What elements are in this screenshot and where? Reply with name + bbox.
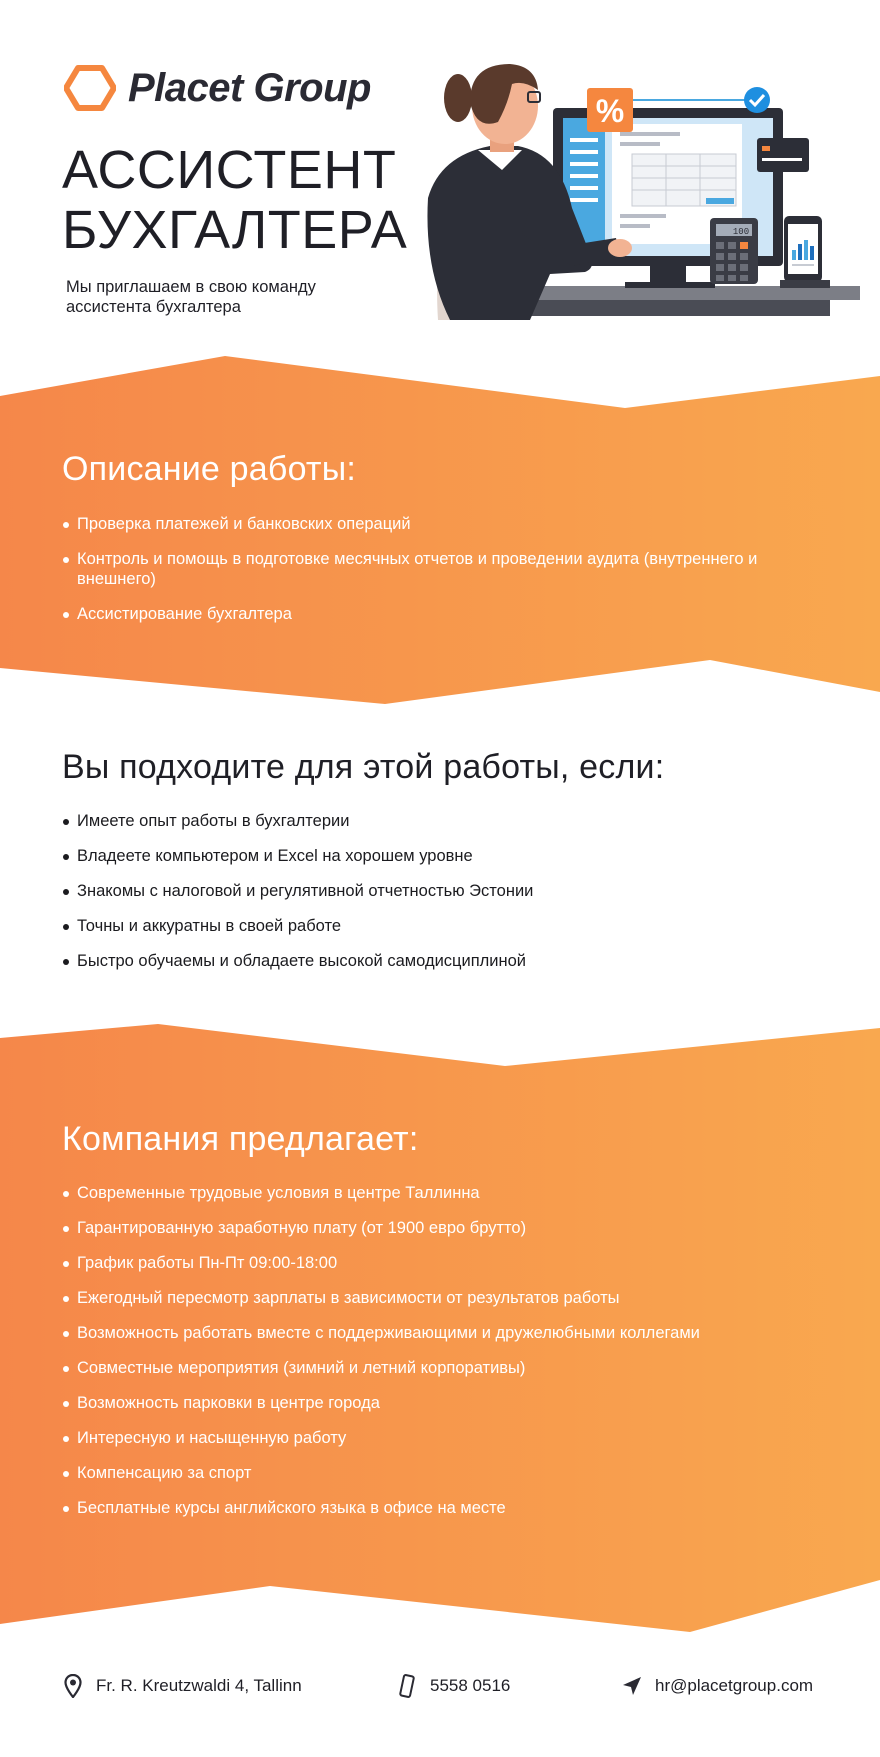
list-item: График работы Пн-Пт 09:00-18:00 (62, 1253, 852, 1273)
job-description-title: Описание работы: (62, 450, 356, 488)
list-item: Точны и аккуратны в своей работе (62, 916, 822, 936)
address-text: Fr. R. Kreutzwaldi 4, Tallinn (96, 1676, 302, 1695)
list-item: Быстро обучаемы и обладаете высокой самодисциплиной (62, 951, 822, 971)
title-line-2: БУХГАЛТЕРА (62, 200, 408, 260)
footer-phone (396, 1672, 510, 1700)
list-item: Проверка платежей и банковских операций (62, 514, 822, 534)
page-title (62, 140, 442, 260)
list-item: Гарантированную заработную плату (от 1900 евро брутто) (62, 1218, 852, 1238)
list-item: Совместные мероприятия (зимний и летний корпоративы) (62, 1358, 852, 1378)
logo-text: Placet Group (128, 65, 371, 110)
job-description-list (62, 514, 822, 639)
hexagon-logo-icon (64, 65, 116, 111)
footer-address (62, 1672, 302, 1700)
list-item: Компенсацию за спорт (62, 1463, 852, 1483)
accountant-illustration (420, 58, 860, 320)
paper-plane-icon (621, 1674, 643, 1698)
list-item: Контроль и помощь в подготовке месячных отчетов и проведении аудита (внутреннего и внешнего) (62, 549, 822, 589)
offer-list (62, 1183, 852, 1533)
title-line-1: АССИСТЕНТ (62, 140, 397, 200)
list-item: Возможность работать вместе с поддерживающими и дружелюбными коллегами (62, 1323, 852, 1343)
list-item: Современные трудовые условия в центре Таллинна (62, 1183, 852, 1203)
map-pin-icon (62, 1674, 84, 1698)
list-item: Интересную и насыщенную работу (62, 1428, 852, 1448)
phone-text[interactable]: 5558 0516 (430, 1676, 511, 1695)
requirements-list (62, 811, 822, 986)
list-item: Владеете компьютером и Excel на хорошем уровне (62, 846, 822, 866)
list-item: Ежегодный пересмотр зарплаты в зависимости от результатов работы (62, 1288, 852, 1308)
list-item: Возможность парковки в центре города (62, 1393, 852, 1413)
list-item: Ассистирование бухгалтера (62, 604, 822, 624)
percent-badge: % (595, 93, 625, 129)
list-item: Знакомы с налоговой и регулятивной отчетностью Эстонии (62, 881, 822, 901)
phone-icon (396, 1674, 418, 1698)
list-item: Имеете опыт работы в бухгалтерии (62, 811, 822, 831)
email-link[interactable]: hr@placetgroup.com (655, 1676, 814, 1695)
requirements-title: Вы подходите для этой работы, если: (62, 748, 665, 786)
list-item: Бесплатные курсы английского языка в офисе на месте (62, 1498, 852, 1518)
intro-text: Мы приглашаем в свою команду ассистента бухгалтера (66, 278, 316, 316)
footer-email (621, 1672, 813, 1700)
offer-title: Компания предлагает: (62, 1120, 419, 1158)
calculator-display: 100 (732, 227, 750, 237)
company-logo (64, 62, 394, 114)
